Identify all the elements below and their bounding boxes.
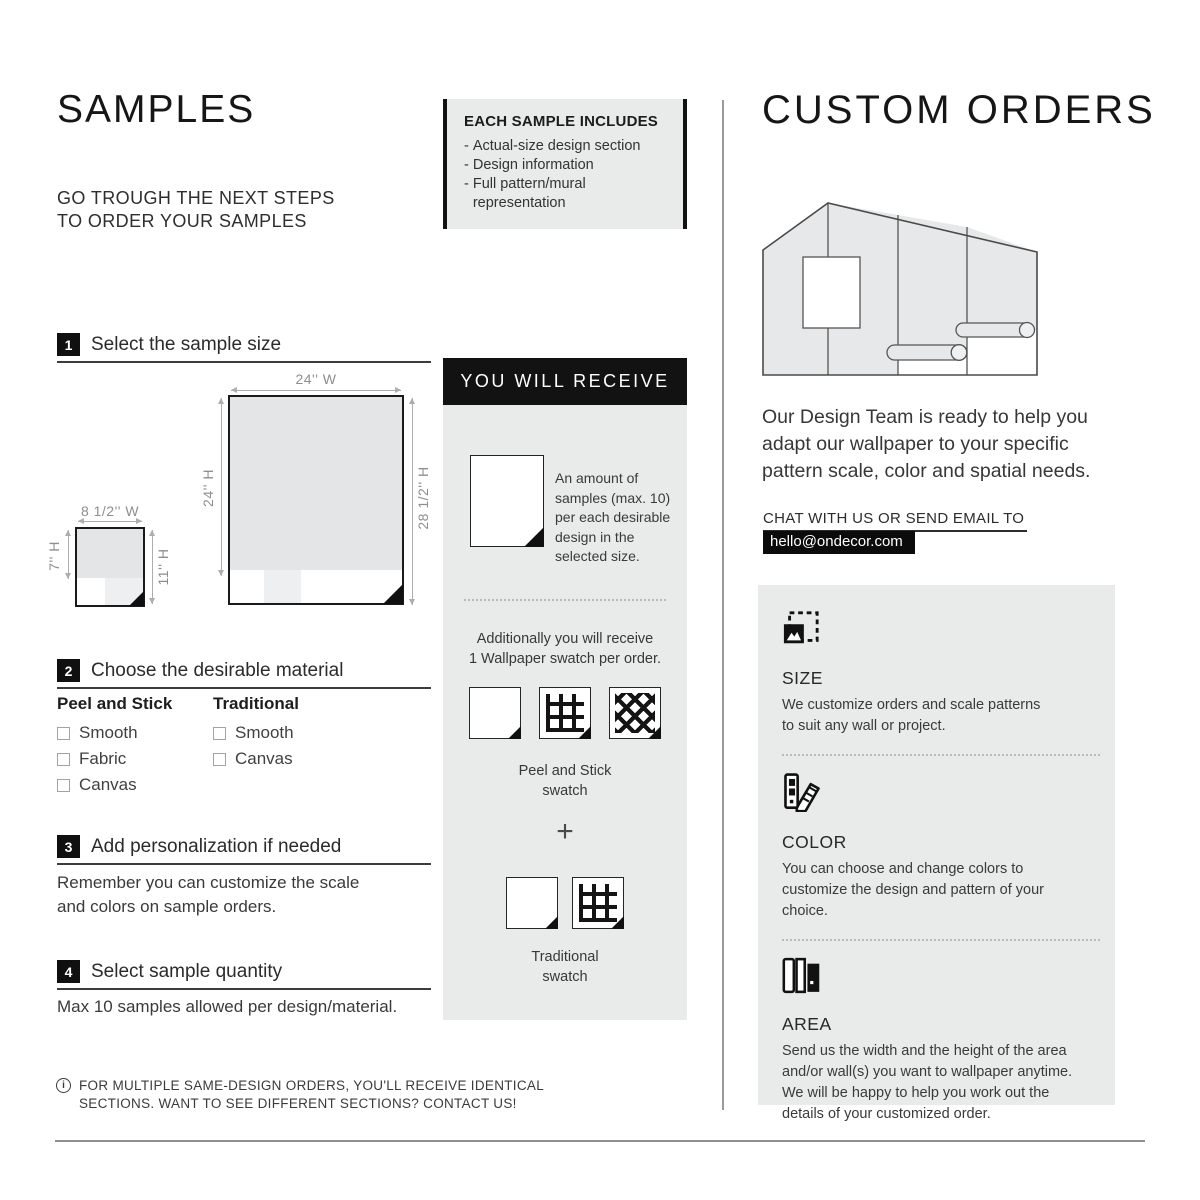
dimension-line [412,398,413,605]
small-sample-right-height-label: 11'' H [155,548,171,586]
step-3-description-line: Remember you can customize the scale [57,873,360,892]
checkbox[interactable] [57,779,70,792]
material-column-traditional [213,694,299,775]
area-section-body [782,1041,1107,1125]
bullet: - [464,138,469,154]
additional-swatch-text [443,629,687,669]
grid-swatch-icon [572,877,624,929]
folded-corner-icon [611,916,624,929]
body-line: customize the design and pattern of your [782,882,1044,898]
area-section-title: AREA [782,1014,832,1034]
body-line: We customize orders and scale patterns [782,697,1041,713]
step-4-header [57,960,431,990]
samples-amount-line: samples (max. 10) [555,489,671,506]
sample-info-area [77,578,105,605]
traditional-swatch-label [443,947,687,987]
step-3-description [57,871,359,919]
bullet: - [464,176,469,192]
color-section-title: COLOR [782,832,847,852]
step-3-title: Add personalization if needed [91,835,342,857]
dimension-line [78,521,142,522]
folded-corner-icon [524,527,544,547]
swatch-label-line: Peel and Stick [518,763,612,779]
info-icon: i [56,1078,71,1093]
includes-item-text: Design information [472,157,594,173]
dimension-line [68,530,69,579]
checkbox[interactable] [213,727,226,740]
samples-section-title: SAMPLES [57,88,256,131]
color-section-body [782,859,1107,922]
footnote-line: SECTIONS. WANT TO SEE DIFFERENT SECTIONS? CONTACT US! [79,1096,517,1111]
step-4-title: Select sample quantity [91,960,283,982]
step-1-title: Select the sample size [91,333,282,355]
house-wallpaper-illustration [758,192,1042,378]
large-sample-left-height-label: 24'' H [200,469,216,507]
samples-subtitle [57,187,335,233]
size-section [782,610,1107,737]
includes-item [464,137,675,156]
traditional-swatch-row [443,877,687,929]
body-line: details of your customized order. [782,1106,991,1122]
plain-swatch-icon [469,687,521,739]
footnote [56,1077,544,1113]
body-line: to suit any wall or project. [782,718,946,734]
custom-orders-section-title: CUSTOM ORDERS [762,88,1156,132]
samples-amount-line: per each desirable [555,509,671,525]
dimension-line [152,530,153,604]
material-column-peel-and-stick [57,694,172,801]
folded-corner-icon [545,916,558,929]
step-4-description: Max 10 samples allowed per design/material. [57,997,398,1016]
color-section [782,772,1107,922]
material-group-title: Peel and Stick [57,694,173,713]
material-option-fabric [57,749,172,769]
sample-design-area [230,397,402,570]
grid-swatch-icon [539,687,591,739]
customization-options-panel [758,585,1115,1122]
step-2-number-badge: 2 [57,659,80,682]
crosshatch-swatch-icon [609,687,661,739]
additional-swatch-line: 1 Wallpaper swatch per order. [468,651,662,667]
samples-amount-line: selected size. [555,548,640,564]
body-line: choice. [782,903,828,919]
step-2-title: Choose the desirable material [91,659,344,681]
color-swatches-icon [782,772,1107,817]
material-option-label: Smooth [79,723,138,742]
footnote-line: FOR MULTIPLE SAME-DESIGN ORDERS, YOU'LL RECEIVE IDENTICAL [79,1078,545,1093]
intro-line: pattern scale, color and spatial needs. [762,460,1091,482]
step-1-number-badge: 1 [57,333,80,356]
small-sample-left-height-label: 7'' H [46,541,62,571]
email-link[interactable]: hello@ondecor.com [763,531,915,554]
body-line: We will be happy to help you work out the [782,1085,1050,1101]
sample-sheet-icon [470,455,544,547]
body-line: Send us the width and the height of the area [782,1043,1067,1059]
intro-line: adapt our wallpaper to your specific [762,433,1069,455]
samples-amount-line: design in the [555,528,635,545]
checkbox[interactable] [213,753,226,766]
folded-corner-icon [648,726,661,739]
bullet: - [464,157,469,173]
subtitle-line: GO TROUGH THE NEXT STEPS [57,188,335,208]
chat-with-us-label: CHAT WITH US OR SEND EMAIL TO [763,510,1027,532]
samples-amount-text [555,469,670,567]
samples-amount-line: An amount of [555,470,639,486]
large-sample-diagram [228,395,404,605]
dimension-line [231,390,401,391]
area-section [782,957,1107,1125]
dotted-divider [464,599,666,601]
material-group-title: Traditional [213,694,299,713]
folded-corner-icon [508,726,521,739]
checkbox[interactable] [57,753,70,766]
you-will-receive-header: YOU WILL RECEIVE [443,358,687,405]
sample-design-area [77,529,143,578]
wall-panels-icon [782,957,1107,999]
dimension-line [221,398,222,576]
step-4-number-badge: 4 [57,960,80,983]
body-line: You can choose and change colors to [782,861,1024,877]
bottom-rule [55,1140,1145,1142]
folded-corner-icon [383,584,403,604]
material-option-smooth [57,723,172,743]
material-option-canvas [57,775,172,795]
step-3-header [57,835,431,865]
body-line: and/or wall(s) you want to wallpaper anytime. [782,1064,1073,1080]
house-wallpaper-svg [758,192,1042,378]
checkbox[interactable] [57,727,70,740]
includes-box-title: EACH SAMPLE INCLUDES [464,113,659,130]
includes-item-text: Actual-size design section [472,138,641,154]
material-option-label: Smooth [235,723,294,742]
each-sample-includes-box [443,99,687,229]
swatch-label-line: swatch [542,969,588,985]
large-sample-right-height-label: 28 1/2'' H [415,466,431,530]
step-2-header [57,659,431,689]
material-option-smooth [213,723,299,743]
size-section-body [782,695,1107,737]
step-1-header [57,333,431,363]
intro-line: Our Design Team is ready to help you [762,406,1088,428]
footnote-text [79,1077,544,1113]
custom-orders-intro [762,404,1090,485]
dotted-divider [782,939,1100,941]
size-section-title: SIZE [782,668,823,688]
folded-corner-icon [578,726,591,739]
subtitle-line: TO ORDER YOUR SAMPLES [57,211,307,231]
you-will-receive-panel [443,405,687,1020]
sample-pattern-area [264,570,300,603]
folded-corner-icon [129,591,144,606]
swatch-label-line: swatch [542,783,588,799]
sample-info-area [230,570,264,603]
material-option-label: Canvas [79,775,137,794]
plain-swatch-icon [506,877,558,929]
small-sample-diagram [75,527,145,607]
peel-and-stick-swatch-row [443,687,687,739]
peel-and-stick-swatch-label [443,761,687,801]
plus-sign: + [556,815,574,848]
column-divider [722,100,724,1110]
large-sample-width-label: 24'' W [295,371,337,387]
small-sample-width-label: 8 1/2'' W [80,503,140,519]
material-option-label: Canvas [235,749,293,768]
includes-item [464,156,675,175]
resize-image-icon [782,610,1107,653]
step-3-number-badge: 3 [57,835,80,858]
includes-item-text: Full pattern/mural representation [472,176,586,211]
includes-item [464,175,675,213]
material-option-canvas [213,749,299,769]
additional-swatch-line: Additionally you will receive [476,631,654,647]
dotted-divider [782,754,1100,756]
swatch-label-line: Traditional [531,949,599,965]
material-option-label: Fabric [79,749,127,768]
step-3-description-line: and colors on sample orders. [57,897,277,916]
